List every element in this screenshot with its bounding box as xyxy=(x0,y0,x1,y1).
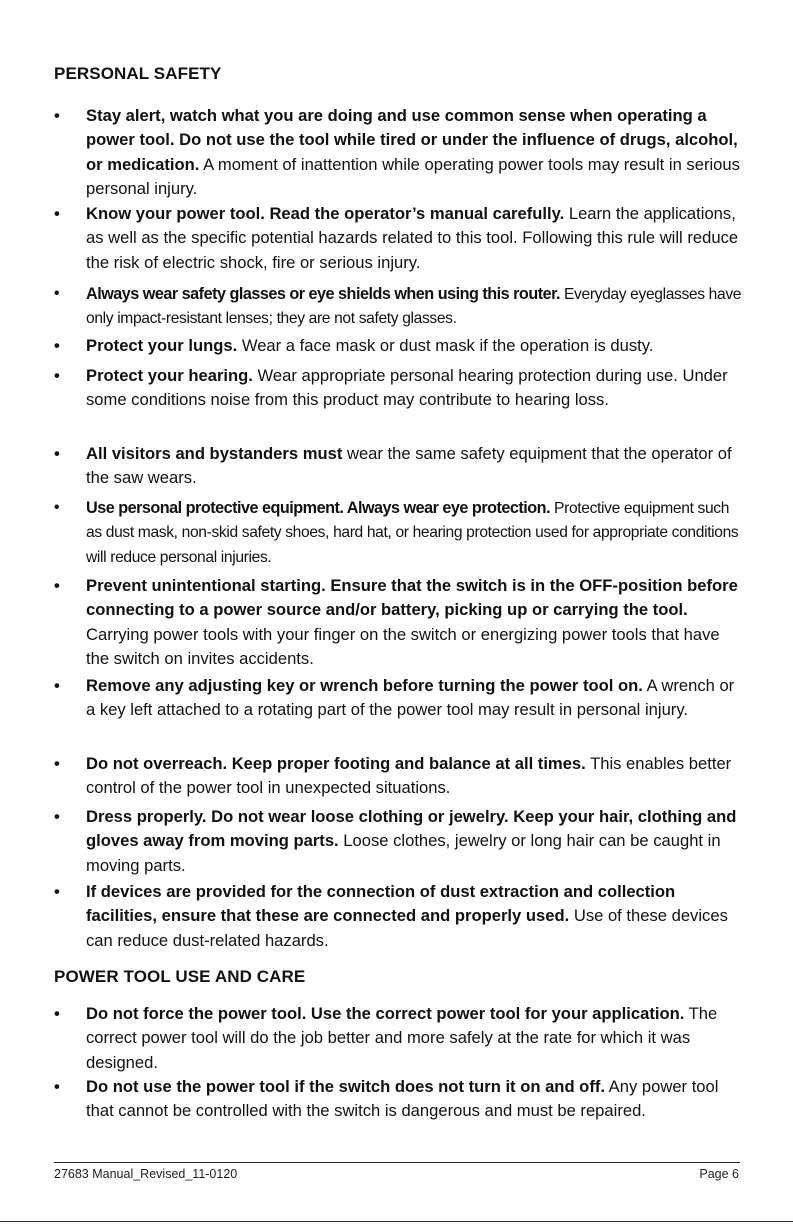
item-bold-text: If devices are provided for the connection of dust extraction and collection facilities, ensure that these are connected and properly used. xyxy=(86,882,676,926)
bullet: • xyxy=(54,882,60,901)
item-bold-text: Use personal protective equipment. Always wear eye protection. xyxy=(86,499,551,517)
page-bottom-edge xyxy=(0,1221,793,1222)
item-bold-text: Know your power tool. Read the operator’s manual carefully. xyxy=(86,204,565,223)
list-item xyxy=(54,442,746,491)
section-heading-power-tool-use-and-care: POWER TOOL USE AND CARE xyxy=(54,967,306,986)
item-bold-text: Always wear safety glasses or eye shields when using this router. xyxy=(86,285,561,303)
list-item xyxy=(54,752,746,801)
item-bold-text: Stay alert, watch what you are doing and use common sense when operating a power tool. Do not use the tool while tired or under the influence of drugs, alcohol, or medication. xyxy=(86,106,738,174)
item-bold-text: Prevent unintentional starting. Ensure that the switch is in the OFF-position before connecting to a power source and/or battery, picking up or carrying the tool. xyxy=(86,576,738,620)
list-item xyxy=(54,202,746,275)
list-item xyxy=(54,574,746,671)
bullet: • xyxy=(54,499,60,516)
list-item xyxy=(54,1075,746,1124)
list-item xyxy=(54,334,746,358)
item-text: Everyday eyeglasses have only impact-resistant lenses; they are not safety glasses. xyxy=(86,286,742,328)
list-item xyxy=(54,496,746,570)
item-text: Wear a face mask or dust mask if the operation is dusty. xyxy=(237,336,654,355)
bullet: • xyxy=(54,106,60,125)
item-text: A moment of inattention while operating power tools may result in serious personal injury. xyxy=(86,154,740,198)
item-bold-text: Do not force the power tool. Use the correct power tool for your application. xyxy=(86,1004,685,1023)
list-item xyxy=(54,364,746,413)
list-item xyxy=(54,1002,746,1075)
item-text: A wrench or a key left attached to a rotating part of the power tool may result in personal injury. xyxy=(86,676,735,720)
bullet: • xyxy=(54,336,60,355)
bullet: • xyxy=(54,807,60,826)
section-heading-personal-safety: PERSONAL SAFETY xyxy=(54,64,222,83)
item-text: The correct power tool will do the job better and more safely at the rate for which it was designed. xyxy=(86,1004,718,1072)
bullet: • xyxy=(54,754,60,773)
page-number: Page 6 xyxy=(699,1167,739,1181)
bullet: • xyxy=(54,366,60,385)
footer-document-id: 27683 Manual_Revised_11-0120 xyxy=(54,1167,238,1181)
bullet: • xyxy=(54,285,60,302)
item-text: Use of these devices can reduce dust-related hazards. xyxy=(86,906,728,950)
list-item xyxy=(54,282,746,332)
item-text: This enables better control of the power tool in unexpected situations. xyxy=(86,754,732,798)
item-bold-text: Protect your lungs. xyxy=(86,336,238,355)
list-item xyxy=(54,674,746,723)
item-bold-text: Remove any adjusting key or wrench before turning the power tool on. xyxy=(86,676,643,695)
bullet: • xyxy=(54,1077,60,1096)
item-bold-text: Do not overreach. Keep proper footing and balance at all times. xyxy=(86,754,586,773)
item-text: Carrying power tools with your finger on the switch or energizing power tools that have the switch on invites accidents. xyxy=(86,624,720,668)
bullet: • xyxy=(54,1004,60,1023)
bullet: • xyxy=(54,676,60,695)
list-item xyxy=(54,805,746,878)
item-bold-text: Protect your hearing. xyxy=(86,366,253,385)
item-bold-text: Dress properly. Do not wear loose clothing or jewelry. Keep your hair, clothing and gloves away from moving parts. xyxy=(86,807,737,851)
item-text: Any power tool that cannot be controlled with the switch is dangerous and must be repaired. xyxy=(86,1077,719,1121)
item-text: Learn the applications, as well as the specific potential hazards related to this tool. Following this rule will reduce the risk of electric shock, fire or serious injury. xyxy=(86,204,739,272)
list-item xyxy=(54,880,746,953)
bullet: • xyxy=(54,576,60,595)
item-text: Protective equipment such as dust mask, non-skid safety shoes, hard hat, or hearing protection used for appropriate conditions will reduce personal injuries. xyxy=(86,500,739,566)
item-text: Loose clothes, jewelry or long hair can be caught in moving parts. xyxy=(86,831,721,875)
item-text: Wear appropriate personal hearing protection during use. Under some conditions noise from this product may contribute to hearing loss. xyxy=(86,366,728,410)
list-item xyxy=(54,104,746,201)
item-bold-text: Do not use the power tool if the switch does not turn it on and off. xyxy=(86,1077,605,1096)
footer-divider xyxy=(54,1162,740,1163)
bullet: • xyxy=(54,204,60,223)
item-text: wear the same safety equipment that the operator of the saw wears. xyxy=(86,444,732,488)
bullet: • xyxy=(54,444,60,463)
item-bold-text: All visitors and bystanders must xyxy=(86,444,343,463)
